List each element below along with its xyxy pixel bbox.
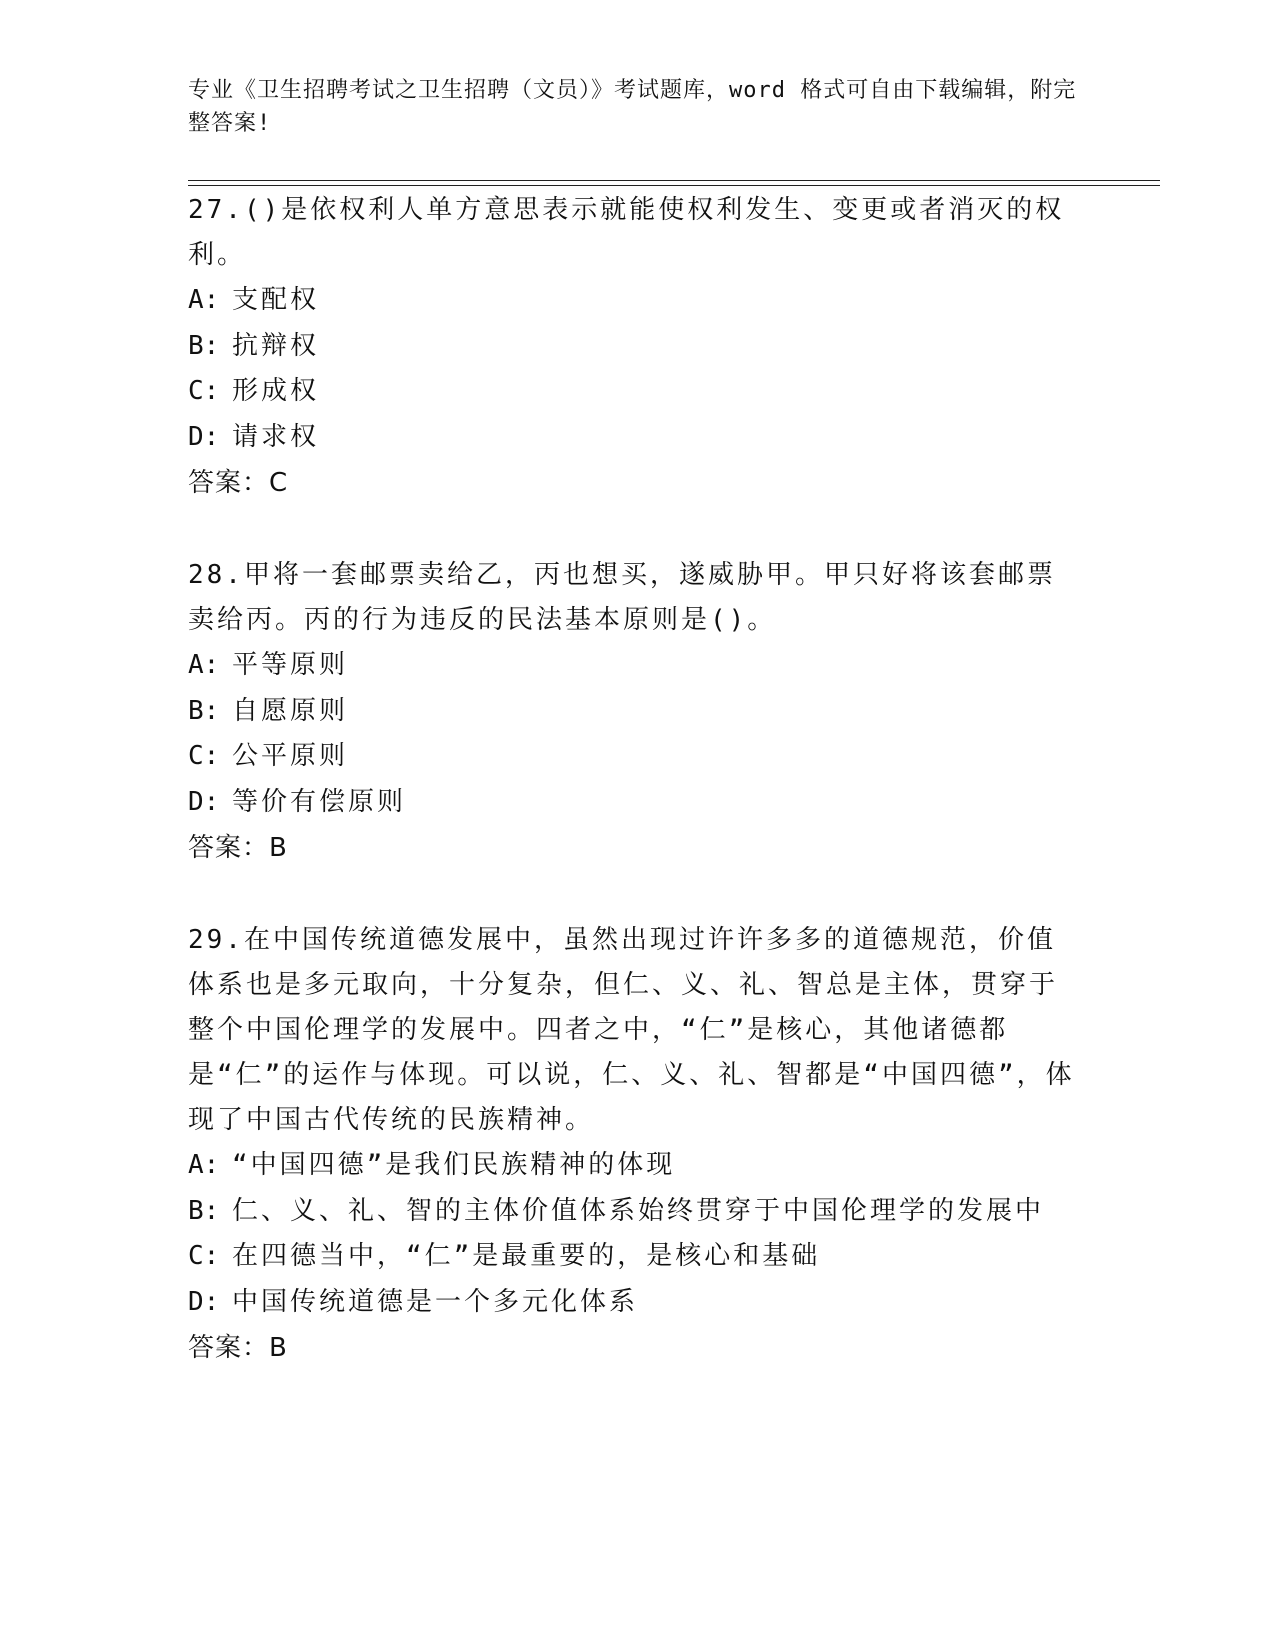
option-text: “中国四德”是我们民族精神的体现 [232,1150,676,1180]
option-letter: D: [188,786,220,817]
option-c [188,1234,1078,1280]
option-text: 自愿原则 [232,695,349,726]
question-27 [188,188,1078,506]
option-letter: A: [188,285,220,315]
option-d [188,415,1078,461]
question-28 [188,553,1078,871]
header-divider-bottom [188,185,1160,186]
option-text: 请求权 [232,421,320,452]
option-a [188,278,1078,324]
option-b [188,324,1078,370]
option-c [188,734,1078,780]
answer-line: 答案：B [188,1333,288,1363]
option-letter: C: [188,376,220,406]
option-a [188,643,1078,689]
option-letter: B: [188,695,220,726]
option-b [188,689,1078,735]
header-intro: 专业《卫生招聘考试之卫生招聘（文员）》考试题库，word 格式可自由下载编辑，附完整答案! [188,78,1077,136]
option-text: 公平原则 [232,741,349,771]
option-text: 中国传统道德是一个多元化体系 [232,1286,639,1317]
option-text: 形成权 [232,376,320,406]
option-d [188,780,1078,826]
option-text: 支配权 [232,285,320,315]
option-b [188,1189,1078,1235]
option-text: 平等原则 [232,650,349,680]
option-text: 仁、义、礼、智的主体价值体系始终贯穿于中国伦理学的发展中 [232,1195,1045,1226]
question-29 [188,918,1078,1371]
option-c [188,369,1078,415]
option-text: 在四德当中，“仁”是最重要的，是核心和基础 [232,1241,821,1271]
question-stem: 27.()是依权利人单方意思表示就能使权利发生、变更或者消灭的权利。 [188,195,1065,270]
option-letter: A: [188,650,220,680]
option-text: 抗辩权 [232,330,320,361]
option-letter: C: [188,741,220,771]
answer-line: 答案：C [188,468,289,498]
option-a [188,1143,1078,1189]
option-letter: B: [188,330,220,361]
option-letter: D: [188,421,220,452]
answer-line: 答案：B [188,833,288,863]
option-letter: C: [188,1241,220,1271]
question-stem: 28.甲将一套邮票卖给乙，丙也想买，遂威胁甲。甲只好将该套邮票卖给丙。丙的行为违反的民法基本原则是()。 [188,560,1056,635]
option-d [188,1280,1078,1326]
question-stem: 29.在中国传统道德发展中，虽然出现过许许多多的道德规范，价值体系也是多元取向，十分复杂，但仁、义、礼、智总是主体，贯穿于整个中国伦理学的发展中。四者之中，“仁”是核心，其他诸德都是“仁”的运作与体现。可以说，仁、义、礼、智都是“中国四德”，体现了中国古代传统的民族精神。 [188,925,1075,1135]
option-letter: D: [188,1286,220,1317]
option-text: 等价有偿原则 [232,786,407,817]
header-divider-top [188,180,1160,181]
option-letter: B: [188,1195,220,1226]
option-letter: A: [188,1150,220,1180]
